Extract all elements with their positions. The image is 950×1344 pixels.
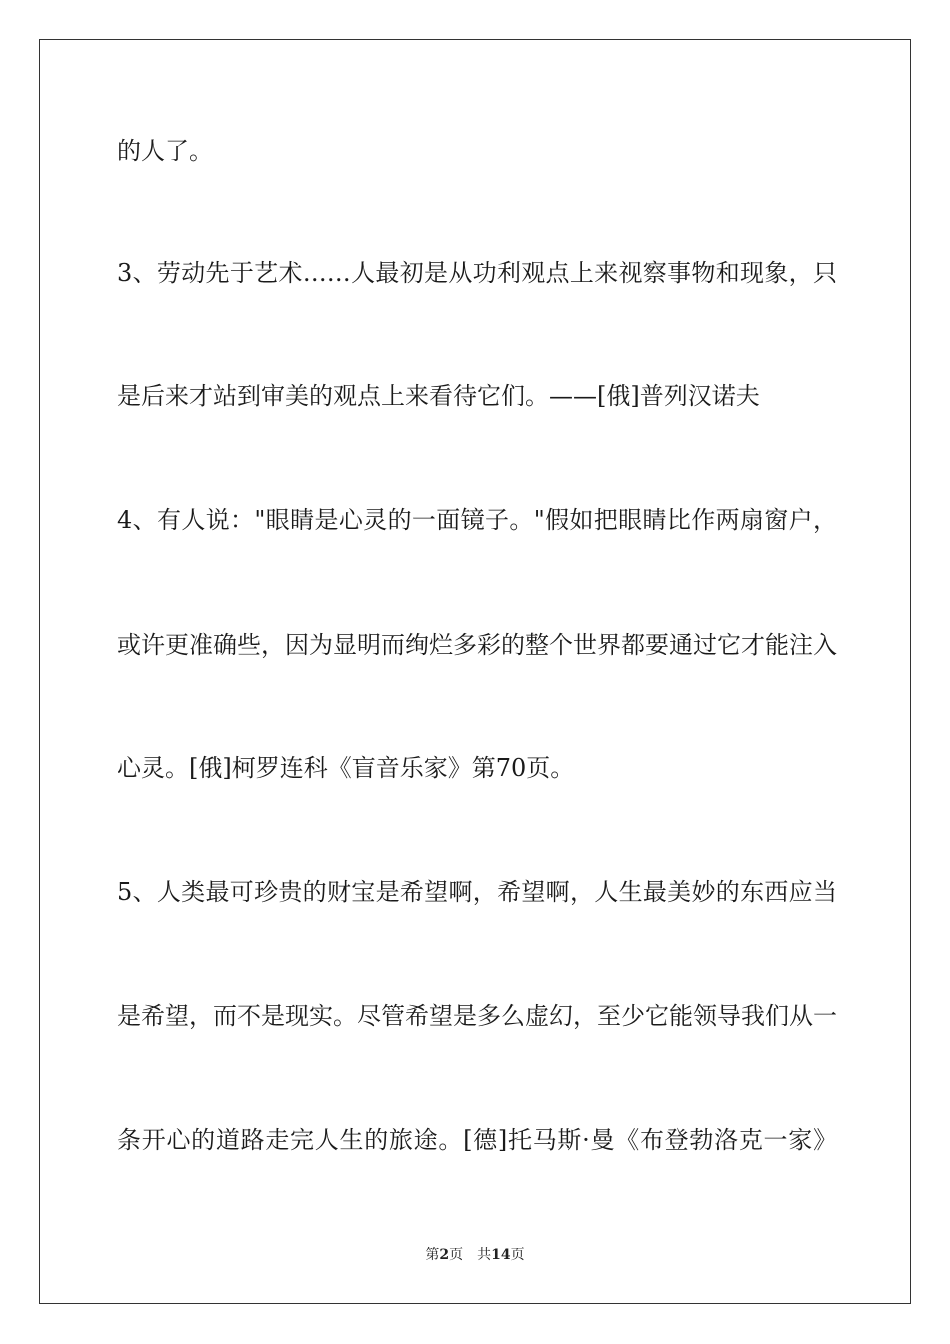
page-suffix: 页 xyxy=(449,1247,464,1263)
page-prefix: 第 xyxy=(425,1247,440,1263)
text-line: 条开心的道路走完人生的旅途。[德]托马斯·曼《布登勃洛克一家》 xyxy=(117,1126,837,1154)
text-line: 4、有人说："眼睛是心灵的一面镜子。"假如把眼睛比作两扇窗户， xyxy=(117,506,837,534)
current-page-number: 2 xyxy=(439,1247,450,1263)
text-line: 是后来才站到审美的观点上来看待它们。——[俄]普列汉诺夫 xyxy=(117,382,760,410)
page-border xyxy=(39,39,911,1304)
text-line: 心灵。[俄]柯罗连科《盲音乐家》第70页。 xyxy=(117,754,575,782)
total-suffix: 页 xyxy=(510,1247,525,1263)
text-line: 或许更准确些，因为显明而绚烂多彩的整个世界都要通过它才能注入 xyxy=(117,631,837,659)
page-footer xyxy=(0,1246,950,1264)
text-line: 的人了。 xyxy=(117,137,213,165)
text-line: 3、劳动先于艺术……人最初是从功利观点上来视察事物和现象，只 xyxy=(117,259,837,287)
total-page-count: 14 xyxy=(491,1247,511,1263)
total-prefix: 共 xyxy=(477,1247,492,1263)
text-line: 是希望，而不是现实。尽管希望是多么虚幻，至少它能领导我们从一 xyxy=(117,1002,837,1030)
text-line: 5、人类最可珍贵的财宝是希望啊，希望啊，人生最美妙的东西应当 xyxy=(117,878,837,906)
